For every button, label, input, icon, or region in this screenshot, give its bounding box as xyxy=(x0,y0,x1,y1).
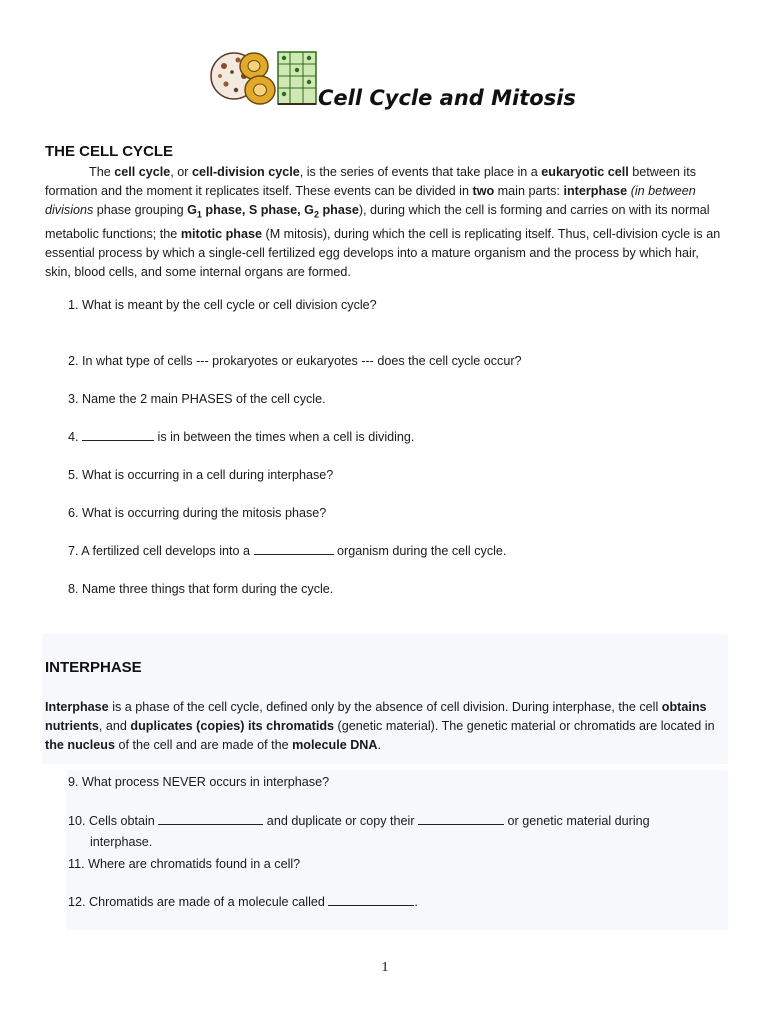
answer-blank[interactable] xyxy=(254,542,334,555)
section-heading-cell-cycle: THE CELL CYCLE xyxy=(45,143,174,160)
question-4: 4. is in between the times when a cell is dividing. xyxy=(68,430,415,444)
interphase-paragraph: Interphase is a phase of the cell cycle, defined only by the absence of cell division. During interphase, the cell obtains nutrients, and duplicates (copies) its chromatids (genetic material). The genetic material or chromatids are located in the nucleus of the cell and are made of the molecule DNA. xyxy=(45,700,715,752)
question-10-continued: interphase. xyxy=(90,835,153,849)
document-header xyxy=(210,46,630,116)
answer-blank[interactable] xyxy=(418,812,504,825)
question-10: 10. Cells obtain and duplicate or copy their or genetic material during xyxy=(68,814,650,828)
question-5: 5. What is occurring in a cell during interphase? xyxy=(68,468,334,482)
section-heading-interphase: INTERPHASE xyxy=(45,659,142,676)
question-7: 7. A fertilized cell develops into a organism during the cell cycle. xyxy=(68,544,507,558)
question-8: 8. Name three things that form during the cycle. xyxy=(68,582,334,596)
answer-blank[interactable] xyxy=(158,812,263,825)
question-3: 3. Name the 2 main PHASES of the cell cycle. xyxy=(68,392,326,406)
question-2: 2. In what type of cells --- prokaryotes or eukaryotes --- does the cell cycle occur? xyxy=(68,354,522,368)
question-12: 12. Chromatids are made of a molecule called . xyxy=(68,895,418,909)
question-1: 1. What is meant by the cell cycle or cell division cycle? xyxy=(68,298,377,312)
page-number: 1 xyxy=(381,960,389,975)
answer-blank[interactable] xyxy=(328,893,414,906)
answer-blank[interactable] xyxy=(82,428,154,441)
cell-cycle-logo-icon xyxy=(210,46,318,110)
question-9: 9. What process NEVER occurs in interphase? xyxy=(68,775,330,789)
question-6: 6. What is occurring during the mitosis phase? xyxy=(68,506,327,520)
document-title: Cell Cycle and Mitosis xyxy=(318,86,576,110)
cell-cycle-paragraph: The cell cycle, or cell-division cycle, is the series of events that take place in a eukaryotic cell between its formation and the moment it replicates itself. These events can be divided in two main parts: interphase (in between divisions phase grouping $G_1$ phase, S phase, $G_2$ phase), during which the cell is forming and carries on with its normal metabolic functions; the mitotic phase (M mitosis), during which the cell is replicating itself. Thus, cell-division cycle is an essential process by which a single-cell fertilized egg develops into a mature organism and the process by which hair, skin, blood cells, and some internal organs are formed. xyxy=(45,165,721,279)
question-11: 11. Where are chromatids found in a cell? xyxy=(68,857,301,871)
